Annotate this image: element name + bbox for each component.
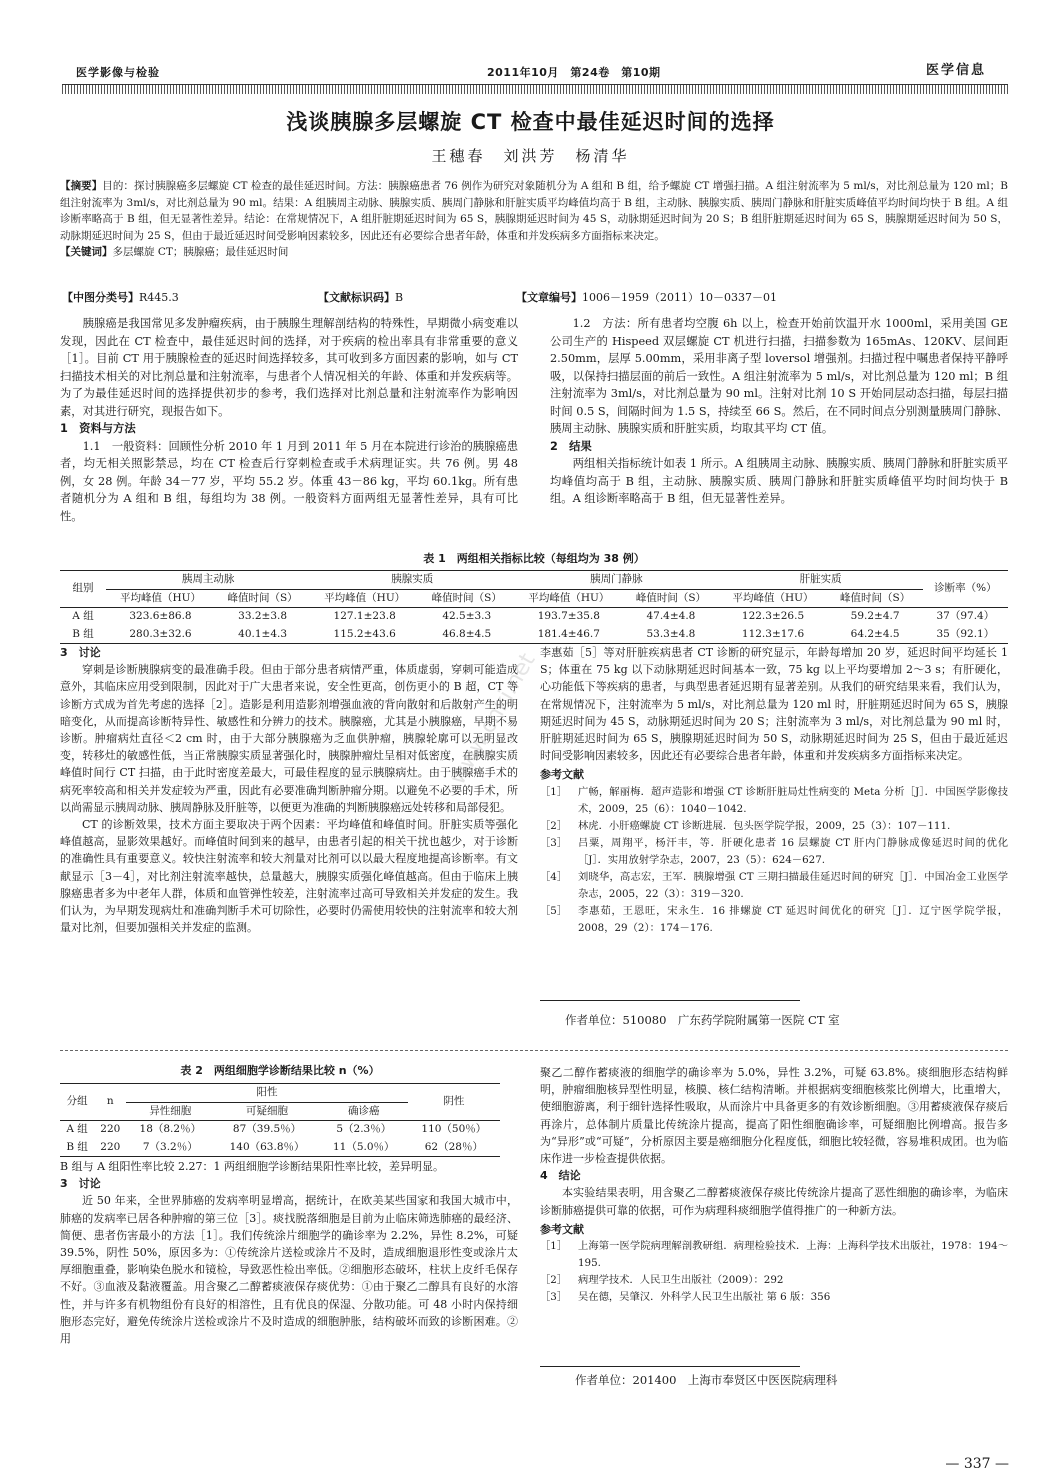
section-heading: 4 结论: [540, 1169, 581, 1183]
table1-subheader: 峰值时间（S）: [828, 589, 923, 608]
article-number: 【文章编号】1006－1959（2011）10－0337－01: [516, 291, 777, 304]
discussion-cont-column: [540, 644, 1008, 937]
section-heading: 3 讨论: [60, 646, 101, 659]
keywords-text: 多层螺旋 CT；胰腺癌；最佳延迟时间: [112, 246, 289, 258]
reference-item: ［2］ 病理学技术．人民卫生出版社（2009）：292: [540, 1274, 784, 1287]
running-header: [62, 60, 1008, 86]
discussion-paragraph: 穿刺是诊断胰腺病变的最准确手段。但由于部分患者病情严重，体质虚弱，穿刺可能造成意外，其临床应用受到限制，因此对于广大患者来说，安全性更高，创伤更小的 B 超，CT 等诊断方式成为首先考虑的选择［2］。造影是利用造影剂增强血液的背向散射和后散射产生的明暗变化，从而提高诊断特异性、敏感性和分辨力的技术。胰腺癌，尤其是小胰腺癌，早期不易诊断。肿瘤病灶直径＜2 cm 时，由于大部分胰腺癌为乏血供肿瘤，胰腺轮廓可以无明显改变，转移灶的敏感性低，当正常胰腺实质显著强化时，胰腺肿瘤灶呈相对低密度，在胰腺实质峰值时间行 CT 扫描，由于此时密度差最大，可最佳程度的显示胰腺病灶。由于胰腺癌手术的病死率较高和相关并发症较为严重，因此有必要准确判断肿瘤分期。以避免不必要的手术，所以尚需显示胰周动脉、胰周静脉及肝脏等，以便更为准确的判断胰腺癌远处转移和局部侵犯。: [60, 663, 518, 814]
article-divider: [60, 1050, 1008, 1051]
authors: 王穗春 刘洪芳 杨清华: [431, 147, 630, 165]
table1-subheader: 平均峰值（HU）: [719, 589, 828, 608]
table2-header: 分组: [60, 1084, 94, 1121]
table2-header: 阳性: [126, 1084, 407, 1103]
journal-name: 医学信息: [925, 63, 986, 78]
table2-header: 阴性: [408, 1084, 500, 1121]
table-row: A 组 323.6±86.8 33.2±3.8 127.1±23.8 42.5±3.3 193.7±35.8 47.4±4.8 122.3±26.5 59.2±4.7 37（97.4）: [72, 610, 995, 622]
journal-section: 医学影像与检验: [76, 66, 160, 79]
discussion-column: [60, 644, 518, 936]
table-row: A 组 220 18（8.2％） 87（39.5％） 5（2.3％） 110（50％）: [66, 1123, 487, 1135]
table2-subheader: 异性细胞: [126, 1102, 214, 1121]
table1-col-group: 肝脏实质: [719, 571, 923, 590]
reference-item: ［4］ 刘晓华，高志宏，王军．胰腺增强 CT 三期扫描最佳延迟时间的研究［J］．中国冶金工业医学杂志，2005，22（3）：319－320.: [540, 870, 1008, 900]
bottom-left-column: [60, 1158, 518, 1347]
table-row: B 组 220 7（3.2％） 140（63.8％） 11（5.0％） 62（28％）: [66, 1140, 483, 1153]
paragraph-results: 两组相关指标统计如表 1 所示。A 组胰周主动脉、胰腺实质、胰周门静脉和肝脏实质平均峰值均高于 B 组，主动脉、胰腺实质、胰周门静脉和肝脏实质峰值平均时间均快于 B 组。A 组诊断率略高于 B 组，但无显著性差异。: [550, 457, 1008, 505]
table2: [60, 1083, 500, 1157]
reference-item: ［3］ 吴在德，吴肇汉．外科学人民卫生出版社 第 6 版：356: [540, 1291, 831, 1304]
abstract-text: 目的：探讨胰腺癌多层螺旋 CT 检查的最佳延迟时间。方法：胰腺癌患者 76 例作为研究对象随机分为 A 组和 B 组，给予螺旋 CT 增强扫描。A 组注射流率为 5 ml/s，对比剂总量为 120 ml；B 组注射流率为 3ml/s，对比剂总量为 90 ml。结果：A 组胰周主动脉、胰腺实质、胰周门静脉和肝脏实质平均峰值均高于 B 组，主动脉、胰腺实质、胰周门静脉和肝脏实质峰值平均时间均快于 B 组。A 组诊断率略高于 B 组，但无显著性差异。结论：在常规情况下，A 组肝脏期延迟时间为 65 S，胰腺期延迟时间为 45 S，动脉期延迟时间为 20 S；B 组肝脏期延迟时间为 65 S，胰腺期延迟时间为 50 S，动脉期延迟时间为 25 S，但由于最近延迟时间受影响因素较多，因此还有必要综合患者年龄，体重和并发疾病多方面指标来决定。: [60, 180, 1009, 242]
discussion-paragraph: 聚乙二醇作蓄痰液的细胞学的确诊率为 5.0%，异性 3.2%，可疑 63.8%。痰细胞形态结构鲜明，肿瘤细胞核异型性明显，核膜、核仁结构清晰。并根据病变细胞核浆比例增大，比重增大，使细胞游离，利于细针选择性吸取，从而涂片中具备更多的有效诊断细胞。③用蓄痰液保存痰后再涂片，总体制片质量比传统涂片提高，提高了阳性细胞确诊率，可疑细胞比例增高。报告多为“异形”或“可疑”，分析原因主要是癌细胞分化程度低，细胞比较轻微，容易堆积成团。也为临床作进一步检查提供依据。: [540, 1066, 1008, 1166]
header-rule: [62, 84, 1008, 94]
watermark: www.cnki.net: [445, 649, 541, 789]
intro-paragraph: 胰腺癌是我国常见多发肿瘤疾病，由于胰腺生理解剖结构的特殊性，早期微小病变难以发现，因此在 CT 检查中，最佳延迟时间的选择，对于疾病的检出率具有非常重要的意义［1］。目前 CT 用于胰腺检查的延迟时间选择较多，其可收到多方面因素的影响，如与 CT 扫描技术相关的对比剂总量和注射流率，与患者个人情况相关的年龄、体重和并发疾病等。为了为最佳延迟时间的选择提供初步的参考，我们选择对比剂总量和注射流率作为影响因素，对其进行研究，现报告如下。: [60, 317, 518, 418]
table1-caption: 表 1 两组相关指标比较（每组均为 38 例）: [423, 552, 645, 565]
reference-item: ［2］ 林虎．小肝癌螺旋 CT 诊断进展．包头医学院学报，2009，25（3）：107－111.: [540, 819, 951, 832]
reference-item: ［1］ 上海第一医学院病理解剖教研组．病理检验技术．上海：上海科学技术出版社，1978：194～195.: [540, 1240, 1008, 1270]
table1-col-group: 胰腺实质: [310, 571, 514, 590]
intro-column: [60, 315, 518, 525]
discussion-paragraph: CT 的诊断效果，技术方面主要取决于两个因素：平均峰值和峰值时间。肝脏实质等强化峰值越高，显影效果越好。而峰值时间到来的越早，由患者引起的相关干扰也越少，对于诊断的准确性具有重要意义。较快注射流率和较大剂量对比剂可以以最大程度地提高诊断率。有文献显示［3－4］，对比剂注射流率越快，总量越大，胰腺实质强化峰值越高。但由于临床上胰腺癌患者多为中老年人群，体质和血管弹性较差，注射流率过高可导致相关并发症的发生。我们认为，为早期发现病灶和准确判断手术可切除性，必要时仍需使用较快的注射流率和较大剂量对比剂，但要加强相关并发症的监测。: [60, 818, 518, 935]
section-heading: 1 资料与方法: [60, 422, 136, 435]
reference-list: [540, 1238, 1008, 1306]
affiliation-rule: [540, 1000, 800, 1001]
abstract-label: 【摘要】: [60, 180, 103, 192]
table1-group-header: 组别: [60, 571, 106, 608]
table2-note: B 组与 A 组阳性率比较 2.27：1 两组细胞学诊断结果阳性率比较，差异明显。: [60, 1160, 444, 1173]
discussion-paragraph: 李惠茹［5］等对肝脏疾病患者 CT 诊断的研究显示，年龄每增加 20 岁，延迟时间平均延长 1 S；体重在 75 kg 以下动脉期延迟时间基本一致，75 kg 以上平均要增加 2～3 s；有肝硬化，心功能低下等疾病的患者，与典型患者延迟期有显著差别。从我们的研究结果来看，我们认为，在常规情况下，注射流率为 5 ml/s，对比剂总量为 120 ml 时，肝脏期延迟时间为 65 S，胰腺期延迟时间为 45 S，动脉期延迟时间为 20 S；注射流率为 3 ml/s，对比剂总量为 90 ml 时，肝脏期延迟时间为 65 S，胰腺期延迟时间为 50 S，动脉期延迟时间为 25 S，但由于最近延迟时间受影响因素较多，因此还有必要综合患者年龄，体重和并发疾病多方面指标来决定。: [540, 646, 1008, 763]
table1-subheader: 峰值时间（S）: [623, 589, 718, 608]
reference-list: [540, 784, 1008, 937]
conclusion-paragraph: 本实验结果表明，用含聚乙二醇蓄痰液保存痰比传统涂片提高了恶性细胞的确诊率，为临床诊断肺癌提供可靠的依据，可作为病理科痰细胞学值得推广的一种新方法。: [540, 1186, 1008, 1217]
table1-col-group: 胰周门静脉: [514, 571, 718, 590]
table2-subheader: 确诊癌: [320, 1102, 408, 1121]
table1-subheader: 峰值时间（S）: [419, 589, 514, 608]
section-heading: 2 结果: [550, 439, 592, 453]
bottom-right-column: [540, 1064, 1008, 1306]
table1-subheader: 平均峰值（HU）: [106, 589, 215, 608]
table1-subheader: 平均峰值（HU）: [514, 589, 623, 608]
table2-header: n: [94, 1084, 126, 1121]
reference-item: ［5］ 李惠茹，王恩旺，宋永生．16 排螺旋 CT 延迟时间优化的研究［J］．辽宁医学院学报，2008，29（2）：174－176.: [540, 904, 1008, 934]
paragraph-general-data: 1.1 一般资料：回顾性分析 2010 年 1 月到 2011 年 5 月在本院进行诊治的胰腺癌患者，均无相关照影禁忌，均在 CT 检查后行穿刺检查或手术病理证实。共 76 例。男 48 例，女 28 例。年龄 34－77 岁，平均 55.2 岁。体重 43－86 kg，平均 60.1kg。所有患者随机分为 A 组和 B 组，每组均为 38 例。一般资料方面两组无显著性差异，具有可比性。: [60, 439, 518, 523]
methods-column: [550, 315, 1008, 508]
references-title: 参考文献: [540, 1222, 584, 1236]
paragraph-methods: 1.2 方法：所有患者均空腹 6h 以上，检查开始前饮温开水 1000ml，采用美国 GE 公司生产的 Hispeed 双层螺旋 CT 机进行扫描，扫描参数为 165mAs、120KV、层间距 2.50mm，层厚 5.00mm，采用非离子型 loversol 增强剂。扫描过程中嘱患者保持平静呼吸，以保持扫描层面的前后一致性。A 组注射流率为 5 ml/s，对比剂总量为 120 ml；B 组注射流率为 3ml/s，对比剂总量为 90 ml。注射对比剂 10 S 开始同层动态扫描，每层扫描时间 0.5 S，间隔时间为 1.5 S，持续至 66 S。然后，在不同时间点分别测量胰周门静脉、胰周主动脉、胰腺实质和肝脏实质，均取其平均 CT 值。: [550, 317, 1008, 435]
table1-subheader: 峰值时间（S）: [215, 589, 310, 608]
keywords-label: 【关键词】: [60, 246, 113, 258]
doc-code: 【文献标识码】B: [318, 291, 404, 304]
table-row: B 组 280.3±32.6 40.1±4.3 115.2±43.6 46.8±4.5 181.4±46.7 53.3±4.8 112.3±17.6 64.2±4.5 35（92.1）: [72, 627, 995, 640]
discussion-paragraph: 近 50 年来，全世界肺癌的发病率明显增高，据统计，在欧美某些国家和我国大城市中，肺癌的发病率已居各种肿瘤的第三位［3］。痰找脱落细胞是目前为止临床筛选肺癌的最经济、简便、患者伤害最小的方法［1］。我们传统涂片细胞学的确诊率为 2.2%，异性 8.2%，可疑 39.5%，阴性 50%，原因多为：①传统涂片送检或涂片不及时，造成细胞退形性变或涂片太厚细胞重叠，影响染色脱水和镜检，导致恶性检出率低。②细胞形态破坏，柱状上皮纤毛保存不好。③血液及黏液覆盖。用含聚乙二醇蓄痰液保存痰优势：①由于聚乙二醇具有良好的水溶性，并与许多有机物组份有良好的相溶性，且有优良的保湿、分散功能。可 48 小时内保持细胞形态完好，避免传统涂片送检或涂片不及时造成的细胞肿胀，结构破坏而致的诊断困难。②用: [60, 1194, 518, 1346]
author-affiliation: 作者单位：510080 广东药学院附属第一医院 CT 室: [565, 1013, 840, 1027]
table1-col-group: 胰周主动脉: [106, 571, 310, 590]
author-affiliation: 作者单位：201400 上海市奉贤区中医医院病理科: [575, 1373, 838, 1387]
table2-caption: 表 2 两组细胞学诊断结果比较 n（%）: [180, 1064, 380, 1077]
abstract: [60, 178, 1008, 261]
table1-subheader: 平均峰值（HU）: [310, 589, 419, 608]
reference-item: ［1］ 广畅，解丽梅．超声造影和增强 CT 诊断肝脏局灶性病变的 Meta 分析［J］．中国医学影像技术，2009，25（6）：1040－1042.: [540, 785, 1008, 815]
table1: [60, 570, 1008, 644]
table1-diag-header: 诊断率（%）: [923, 571, 1008, 608]
issue-info: 2011年10月 第24卷 第10期: [487, 66, 661, 79]
section-heading: 3 讨论: [60, 1177, 101, 1191]
paper-title: 浅谈胰腺多层螺旋 CT 检查中最佳延迟时间的选择: [286, 110, 775, 134]
reference-item: ［3］ 吕粟，周翔平，杨汗丰，等．肝硬化患者 16 层螺旋 CT 肝内门静脉成像延迟时间的优化［J］．实用放射学杂志，2007，23（5）：624－627.: [540, 836, 1008, 866]
clc-number: 【中图分类号】R445.3: [62, 291, 179, 304]
references-title: 参考文献: [540, 768, 584, 782]
table2-subheader: 可疑细胞: [214, 1102, 320, 1121]
page-number: — 337 —: [945, 1456, 1009, 1472]
affiliation-rule: [540, 1366, 800, 1367]
